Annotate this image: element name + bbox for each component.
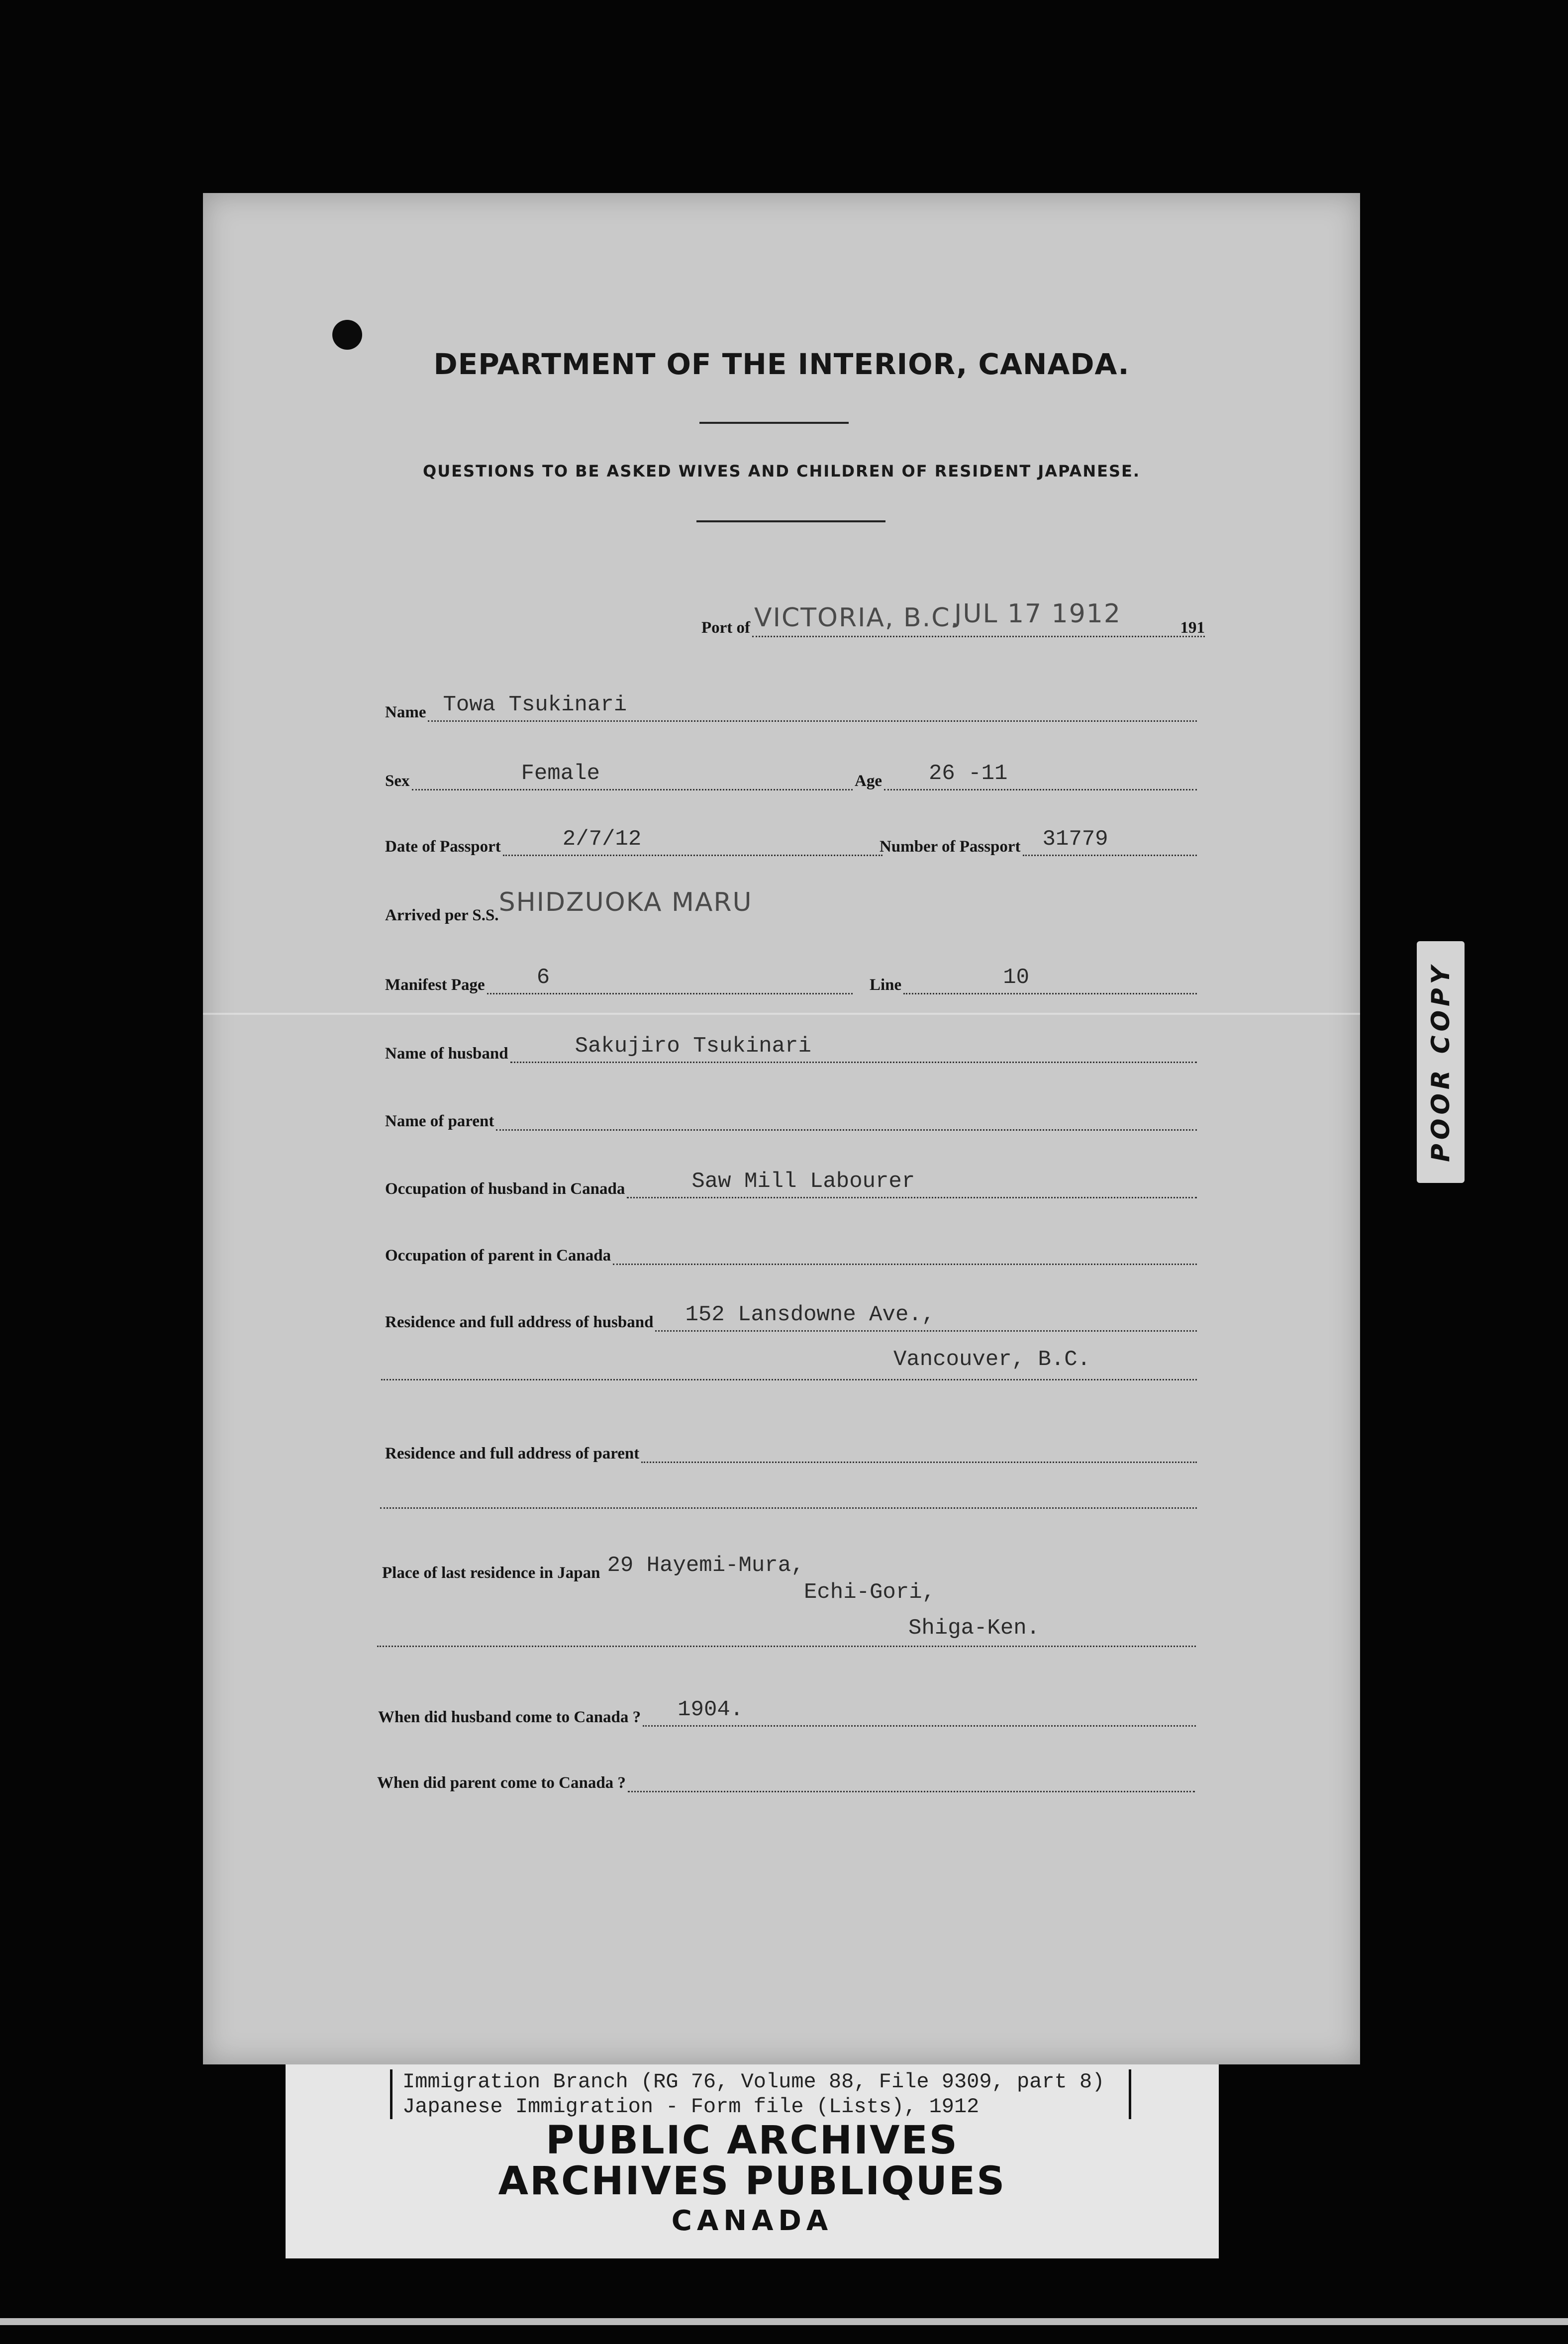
line-number-line bbox=[903, 963, 1197, 994]
port-label: Port of bbox=[701, 619, 751, 637]
husband-address-field bbox=[385, 1300, 1197, 1332]
husband-name-line bbox=[510, 1032, 1197, 1063]
arrived-field bbox=[385, 887, 1197, 925]
passport-number-field bbox=[880, 825, 1197, 856]
japan-residence-line1: 29 Hayemi-Mura, bbox=[607, 1553, 804, 1578]
husband-occupation-field bbox=[385, 1167, 1197, 1198]
year-suffix: 191 bbox=[1180, 619, 1205, 637]
parent-arrival-line bbox=[628, 1761, 1195, 1792]
manifest-label: Manifest Page bbox=[385, 976, 485, 994]
archive-line3: CANADA bbox=[671, 2205, 833, 2237]
archive-line2: ARCHIVES PUBLIQUES bbox=[498, 2159, 1006, 2204]
film-edge bbox=[0, 2318, 1568, 2325]
age-field bbox=[855, 759, 1197, 790]
age-line bbox=[884, 759, 1197, 790]
form-subtitle: QUESTIONS TO BE ASKED WIVES AND CHILDREN OF RESIDENT JAPANESE. bbox=[422, 462, 1141, 481]
japan-residence-line bbox=[602, 1551, 1196, 1582]
husband-occupation-line bbox=[627, 1167, 1197, 1198]
archive-reference bbox=[390, 2069, 1131, 2119]
manifest-field bbox=[385, 963, 853, 994]
line-value: 10 bbox=[1003, 965, 1029, 990]
subtitle-divider bbox=[696, 520, 885, 522]
parent-arrival-label: When did parent come to Canada ? bbox=[377, 1774, 626, 1792]
name-line bbox=[428, 690, 1197, 722]
husband-name-field bbox=[385, 1032, 1197, 1063]
title-divider bbox=[699, 422, 849, 424]
sex-field bbox=[385, 759, 853, 790]
parent-occupation-label: Occupation of parent in Canada bbox=[385, 1247, 611, 1265]
port-value: VICTORIA, B.C. bbox=[754, 603, 960, 633]
parent-occupation-line bbox=[613, 1234, 1197, 1265]
line-label: Line bbox=[870, 976, 902, 994]
passport-number-line bbox=[1023, 825, 1197, 856]
fold-crease bbox=[203, 1013, 1360, 1015]
husband-occupation-label: Occupation of husband in Canada bbox=[385, 1180, 625, 1198]
poor-copy-text: POOR COPY bbox=[1426, 962, 1455, 1162]
parent-occupation-field bbox=[385, 1234, 1197, 1265]
parent-name-label: Name of parent bbox=[385, 1112, 494, 1130]
husband-address-line2: Vancouver, B.C. bbox=[893, 1347, 1091, 1372]
age-label: Age bbox=[855, 772, 882, 790]
parent-address-line bbox=[641, 1432, 1197, 1463]
parent-name-field bbox=[385, 1099, 1197, 1131]
department-title: DEPARTMENT OF THE INTERIOR, CANADA. bbox=[433, 347, 1130, 381]
ship-value: SHIDZUOKA MARU bbox=[498, 887, 753, 917]
japan-residence-label: Place of last residence in Japan bbox=[382, 1564, 600, 1582]
husband-name-value: Sakujiro Tsukinari bbox=[575, 1034, 811, 1059]
parent-address-label: Residence and full address of parent bbox=[385, 1445, 640, 1463]
form-sheet bbox=[203, 193, 1360, 2064]
date-stamp: JUL 17 1912 bbox=[954, 599, 1121, 629]
archive-reference-line1: Immigration Branch (RG 76, Volume 88, File 9309, part 8) bbox=[402, 2070, 1105, 2094]
husband-name-label: Name of husband bbox=[385, 1045, 508, 1063]
parent-address-field bbox=[385, 1432, 1197, 1463]
parent-name-line bbox=[496, 1099, 1197, 1131]
port-field bbox=[701, 599, 1205, 637]
japan-residence-rule bbox=[377, 1645, 1196, 1647]
passport-date-label: Date of Passport bbox=[385, 838, 501, 856]
manifest-value: 6 bbox=[536, 965, 550, 990]
parent-arrival-field bbox=[377, 1761, 1195, 1792]
japan-residence-line3: Shiga-Ken. bbox=[908, 1616, 1040, 1641]
parent-address-line2-rule bbox=[380, 1506, 1197, 1509]
husband-arrival-line bbox=[643, 1695, 1196, 1727]
husband-occupation-value: Saw Mill Labourer bbox=[691, 1169, 915, 1194]
sex-line bbox=[412, 759, 853, 790]
punch-hole bbox=[332, 320, 362, 350]
passport-date-line bbox=[503, 825, 882, 856]
husband-address-line bbox=[655, 1300, 1197, 1332]
husband-arrival-field bbox=[378, 1695, 1196, 1727]
passport-number-value: 31779 bbox=[1042, 827, 1108, 852]
husband-arrival-value: 1904. bbox=[678, 1697, 744, 1722]
husband-address-line1: 152 Lansdowne Ave., bbox=[685, 1302, 935, 1327]
husband-address-label: Residence and full address of husband bbox=[385, 1313, 654, 1331]
archive-card bbox=[286, 2064, 1219, 2258]
japan-residence-field bbox=[382, 1551, 1196, 1582]
arrived-label: Arrived per S.S. bbox=[385, 906, 499, 924]
arrived-line bbox=[498, 887, 1197, 925]
poor-copy-label bbox=[1417, 941, 1465, 1183]
port-line bbox=[752, 599, 1205, 637]
name-field bbox=[385, 690, 1197, 722]
passport-date-field bbox=[385, 825, 882, 856]
archive-line1: PUBLIC ARCHIVES bbox=[546, 2118, 959, 2163]
name-value: Towa Tsukinari bbox=[443, 692, 627, 717]
passport-date-value: 2/7/12 bbox=[562, 827, 642, 852]
name-label: Name bbox=[385, 703, 426, 721]
passport-number-label: Number of Passport bbox=[880, 838, 1021, 856]
husband-address-line2-rule bbox=[381, 1378, 1197, 1380]
line-field bbox=[870, 963, 1197, 994]
japan-residence-line2: Echi-Gori, bbox=[804, 1580, 936, 1605]
sex-value: Female bbox=[521, 761, 600, 786]
manifest-line bbox=[487, 963, 853, 994]
husband-arrival-label: When did husband come to Canada ? bbox=[378, 1708, 641, 1726]
age-value: 26 -11 bbox=[928, 761, 1008, 786]
sex-label: Sex bbox=[385, 772, 410, 790]
archive-reference-line2: Japanese Immigration - Form file (Lists), 1912 bbox=[402, 2095, 980, 2119]
